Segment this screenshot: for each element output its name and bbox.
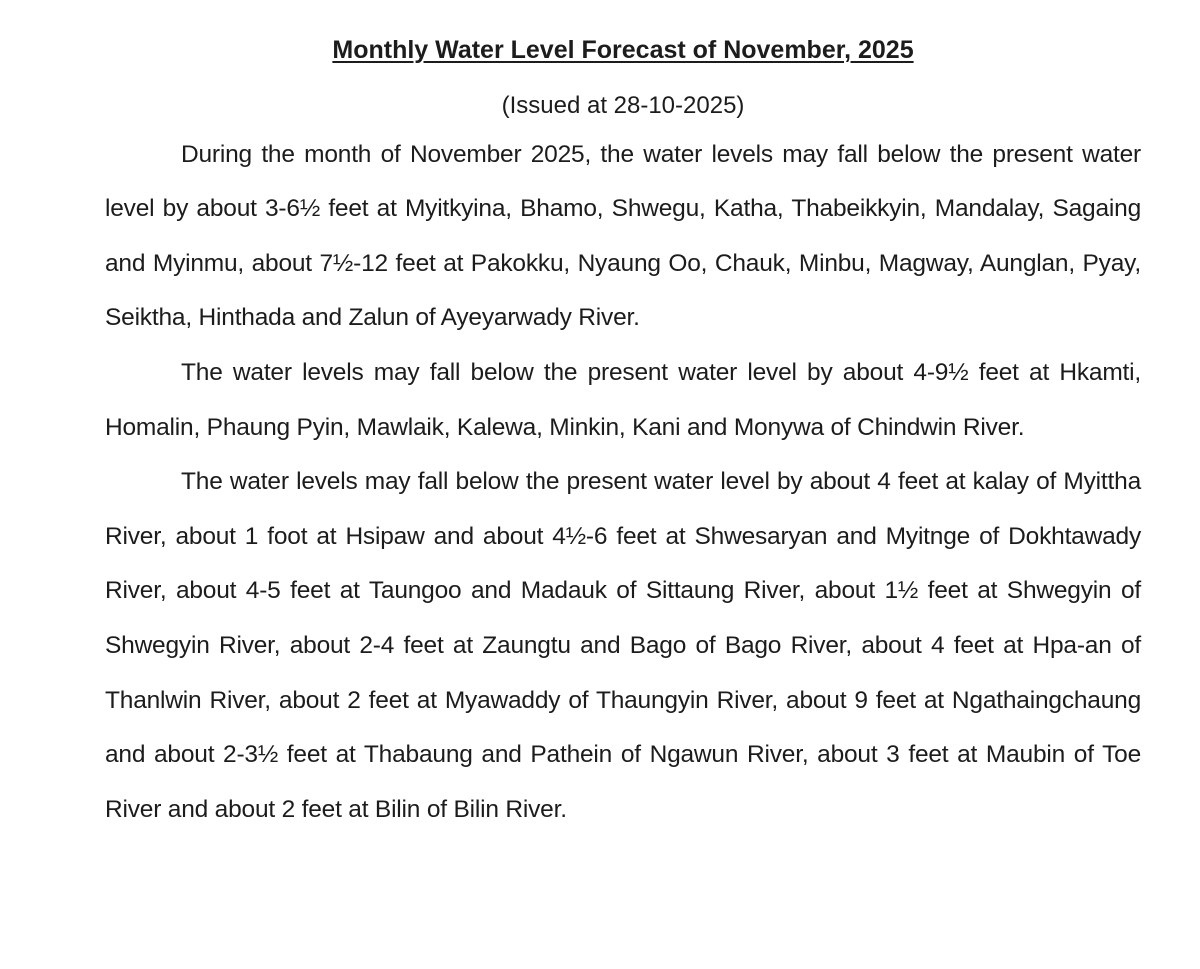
paragraph-chindwin-river: The water levels may fall below the present water level by about 4-9½ feet at Hkamti, Homalin, Phaung Pyin, Mawlaik, Kalewa, Minkin, Kani and Monywa of Chindwin River. xyxy=(105,359,1141,441)
paragraph-ayeyarwady-river: During the month of November 2025, the water levels may fall below the present water level by about 3-6½ feet at Myitkyina, Bhamo, Shwegu, Katha, Thabeikkyin, Mandalay, Sagaing and Myinmu, about 7½-12 feet at Pakokku, Nyaung Oo, Chauk, Minbu, Magway, Aunglan, Pyay, Seiktha, Hinthada and Zalun of Ayeyarwady River. xyxy=(105,140,1141,332)
paragraph-other-rivers: The water levels may fall below the present water level by about 4 feet at kalay of Myittha River, about 1 foot at Hsipaw and about 4½-6 feet at Shwesaryan and Myitnge of Dokhtawady River, about 4-5 feet at Taungoo and Madauk of Sittaung River, about 1½ feet at Shwegyin of Shwegyin River, about 2-4 feet at Zaungtu and Bago of Bago River, about 4 feet at Hpa-an of Thanlwin River, about 2 feet at Myawaddy of Thaungyin River, about 9 feet at Ngathaingchaung and about 2-3½ feet at Thabaung and Pathein of Ngawun River, about 3 feet at Maubin of Toe River and about 2 feet at Bilin of Bilin River. xyxy=(105,468,1141,823)
document-title: Monthly Water Level Forecast of November, 2025 xyxy=(332,36,914,64)
issued-date-line: (Issued at 28-10-2025) xyxy=(501,91,745,119)
document-body xyxy=(105,128,1141,838)
